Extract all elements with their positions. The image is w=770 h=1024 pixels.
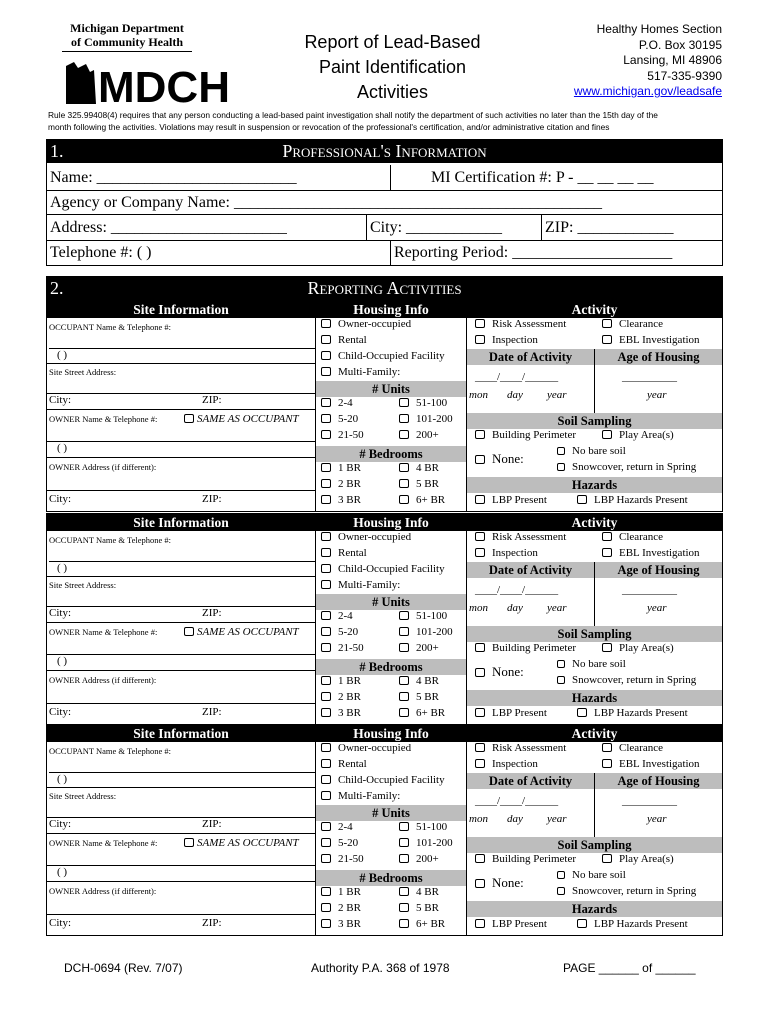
checkbox-perimeter[interactable] (475, 643, 485, 652)
units-label: 5-20 (338, 413, 359, 425)
snow-label: Snowcover, return in Spring (572, 461, 697, 473)
owner-phone[interactable]: ( ) (57, 655, 68, 667)
date-field[interactable]: ____/____/______ (475, 371, 559, 383)
checkbox-br-5[interactable] (399, 479, 409, 488)
checkbox-br-3[interactable] (321, 708, 331, 717)
units-label: 21-50 (338, 853, 364, 865)
addr-phone: 517-335-9390 (647, 68, 722, 83)
checkbox-units-4[interactable] (399, 627, 409, 636)
mon-label: mon (469, 813, 488, 825)
owner-city-label[interactable]: City: (49, 706, 72, 718)
play-label: Play Area(s) (619, 642, 674, 654)
checkbox-none[interactable] (475, 668, 485, 677)
units-label: 51-100 (416, 610, 448, 622)
same-as-occupant[interactable] (184, 837, 299, 849)
br-label: 3 BR (338, 918, 361, 930)
checkbox-units-3[interactable] (321, 838, 331, 847)
mon-label: mon (469, 389, 488, 401)
zip-label[interactable]: ZIP: (202, 607, 222, 619)
date-field[interactable]: ____/____/______ (475, 584, 559, 596)
date-activity-header: Date of Activity (467, 773, 594, 789)
mon-label: mon (469, 602, 488, 614)
soil-header: Soil Sampling (467, 837, 722, 853)
title-line-3: Activities (356, 82, 428, 102)
checkbox-lbp-haz[interactable] (577, 919, 587, 928)
br-label: 5 BR (416, 478, 439, 490)
units-label: 21-50 (338, 642, 364, 654)
age-field[interactable]: __________ (622, 795, 677, 807)
owner-address-label: OWNER Address (if different): (49, 675, 157, 685)
checkbox-units-2[interactable] (399, 611, 409, 620)
units-label: 101-200 (416, 413, 453, 425)
reporting-period-field[interactable]: Reporting Period: ____________________ (394, 244, 673, 261)
units-label: 200+ (416, 853, 439, 865)
checkbox-play[interactable] (602, 643, 612, 652)
checkbox-rental[interactable] (321, 759, 331, 768)
checkbox-br-1[interactable] (321, 887, 331, 896)
street-label: Site Street Address: (49, 367, 117, 377)
mailing-address (540, 22, 722, 100)
owner-occupied-label: Owner-occupied (338, 318, 412, 330)
logo-text: MDCH (98, 63, 230, 112)
day-label: day (507, 602, 523, 614)
br-label: 1 BR (338, 675, 361, 687)
multi-label: Multi-Family: (338, 366, 401, 378)
ebl-label: EBL Investigation (619, 334, 700, 346)
checkbox-risk[interactable] (475, 532, 485, 541)
checkbox-no-bare[interactable] (557, 447, 565, 455)
checkbox-no-bare[interactable] (557, 660, 565, 668)
checkbox[interactable] (184, 627, 194, 636)
age-housing-header: Age of Housing (595, 773, 722, 789)
checkbox-clearance[interactable] (602, 319, 612, 328)
checkbox-lbp-haz[interactable] (577, 495, 587, 504)
section-2-header (46, 276, 723, 300)
lbp-label: LBP Present (492, 494, 547, 506)
br-label: 1 BR (338, 886, 361, 898)
age-year-label: year (647, 602, 667, 614)
agency-field[interactable]: Agency or Company Name: ______________________________________________ (50, 194, 602, 211)
activity-header: Activity (467, 725, 722, 742)
same-label: SAME AS OCCUPANT (197, 626, 299, 638)
section-number: 2. (50, 278, 64, 298)
certification-field[interactable]: MI Certification #: P - __ __ __ __ (431, 169, 654, 186)
activity-header: Activity (467, 301, 722, 318)
section-title: Professional's Information (282, 141, 487, 161)
no-bare-label: No bare soil (572, 445, 626, 457)
checkbox-units-6[interactable] (399, 430, 409, 439)
age-field[interactable]: __________ (622, 584, 677, 596)
br-label: 2 BR (338, 691, 361, 703)
owner-phone[interactable]: ( ) (57, 866, 68, 878)
checkbox-ebl[interactable] (602, 759, 612, 768)
owner-zip-label[interactable]: ZIP: (202, 917, 222, 929)
owner-occupied-label: Owner-occupied (338, 531, 412, 543)
address-field[interactable]: Address: ______________________ (47, 215, 367, 240)
rule-line-2: month following the activities. Violations may result in suspension or revocation of the professional's certification, and/or administrative citation and fines (48, 121, 610, 132)
bedrooms-header: # Bedrooms (316, 870, 466, 886)
owner-label: OWNER Name & Telephone #: (49, 414, 158, 424)
br-label: 6+ BR (416, 494, 446, 506)
checkbox-br-4[interactable] (399, 676, 409, 685)
occupant-label: OCCUPANT Name & Telephone #: (49, 535, 172, 545)
units-label: 2-4 (338, 397, 353, 409)
checkbox-units-4[interactable] (399, 838, 409, 847)
snow-label: Snowcover, return in Spring (572, 885, 697, 897)
checkbox-units-3[interactable] (321, 627, 331, 636)
multi-label: Multi-Family: (338, 790, 401, 802)
checkbox-units-2[interactable] (399, 398, 409, 407)
br-label: 4 BR (416, 462, 439, 474)
br-label: 6+ BR (416, 707, 446, 719)
same-as-occupant[interactable] (184, 626, 299, 638)
play-label: Play Area(s) (619, 853, 674, 865)
checkbox-clearance[interactable] (602, 743, 612, 752)
page-number: PAGE ______ of ______ (563, 961, 696, 975)
units-header: # Units (316, 381, 466, 397)
checkbox-br-6[interactable] (399, 708, 409, 717)
checkbox-lbp[interactable] (475, 919, 485, 928)
checkbox-snow[interactable] (557, 887, 565, 895)
form-number: DCH-0694 (Rev. 7/07) (64, 961, 183, 975)
same-label: SAME AS OCCUPANT (197, 837, 299, 849)
checkbox-ebl[interactable] (602, 548, 612, 557)
checkbox-units-4[interactable] (399, 414, 409, 423)
checkbox-br-3[interactable] (321, 495, 331, 504)
year-label: year (547, 602, 567, 614)
date-activity-header: Date of Activity (467, 562, 594, 578)
soil-header: Soil Sampling (467, 626, 722, 642)
owner-zip-label[interactable]: ZIP: (202, 706, 222, 718)
owner-address-label: OWNER Address (if different): (49, 462, 157, 472)
checkbox-rental[interactable] (321, 335, 331, 344)
age-field[interactable]: __________ (622, 371, 677, 383)
year-label: year (547, 813, 567, 825)
br-label: 4 BR (416, 886, 439, 898)
owner-address-label: OWNER Address (if different): (49, 886, 157, 896)
br-label: 6+ BR (416, 918, 446, 930)
activity-header: Activity (467, 514, 722, 531)
inspection-label: Inspection (492, 547, 538, 559)
zip-label[interactable]: ZIP: (202, 394, 222, 406)
perimeter-label: Building Perimeter (492, 642, 577, 654)
same-label: SAME AS OCCUPANT (197, 413, 299, 425)
inspection-label: Inspection (492, 758, 538, 770)
checkbox-br-5[interactable] (399, 903, 409, 912)
site-block-2 (46, 513, 723, 725)
checkbox-units-1[interactable] (321, 398, 331, 407)
checkbox-units-6[interactable] (399, 854, 409, 863)
checkbox-br-6[interactable] (399, 495, 409, 504)
checkbox-snow[interactable] (557, 463, 565, 471)
br-label: 1 BR (338, 462, 361, 474)
checkbox-clearance[interactable] (602, 532, 612, 541)
owner-zip-label[interactable]: ZIP: (202, 493, 222, 505)
checkbox-units-5[interactable] (321, 643, 331, 652)
checkbox[interactable] (184, 838, 194, 847)
owner-occupied-label: Owner-occupied (338, 742, 412, 754)
units-label: 101-200 (416, 626, 453, 638)
checkbox-owner-occupied[interactable] (321, 743, 331, 752)
checkbox-multi-family[interactable] (321, 791, 331, 800)
checkbox-rental[interactable] (321, 548, 331, 557)
br-label: 3 BR (338, 494, 361, 506)
occupant-label: OCCUPANT Name & Telephone #: (49, 746, 172, 756)
units-label: 200+ (416, 642, 439, 654)
site-info-header: Site Information (47, 301, 315, 318)
checkbox-lbp[interactable] (475, 708, 485, 717)
no-bare-label: No bare soil (572, 658, 626, 670)
hazards-header: Hazards (467, 690, 722, 706)
day-label: day (507, 813, 523, 825)
checkbox-br-2[interactable] (321, 479, 331, 488)
checkbox-perimeter[interactable] (475, 430, 485, 439)
rental-label: Rental (338, 334, 367, 346)
lbp-hazards-label: LBP Hazards Present (594, 707, 688, 719)
checkbox-br-2[interactable] (321, 692, 331, 701)
rental-label: Rental (338, 758, 367, 770)
addr-line-2: P.O. Box 30195 (638, 37, 722, 52)
snow-label: Snowcover, return in Spring (572, 674, 697, 686)
professional-info (46, 163, 723, 266)
hazards-header: Hazards (467, 901, 722, 917)
units-label: 51-100 (416, 821, 448, 833)
bedrooms-header: # Bedrooms (316, 659, 466, 675)
housing-info-header: Housing Info (316, 301, 466, 318)
age-year-label: year (647, 389, 667, 401)
city-field[interactable]: City: ____________ (367, 215, 542, 240)
checkbox-child-occupied[interactable] (321, 775, 331, 784)
website-link[interactable]: www.michigan.gov/leadsafe (573, 84, 722, 98)
age-housing-header: Age of Housing (595, 349, 722, 365)
checkbox-inspection[interactable] (475, 759, 485, 768)
site-info-header: Site Information (47, 725, 315, 742)
city-label[interactable]: City: (49, 394, 72, 406)
clearance-label: Clearance (619, 531, 663, 543)
telephone-field[interactable]: Telephone #: ( ) (47, 240, 391, 265)
none-label: None: (492, 664, 524, 679)
perimeter-label: Building Perimeter (492, 429, 577, 441)
site-info-header: Site Information (47, 514, 315, 531)
occupant-phone[interactable]: ( ) (57, 349, 68, 361)
checkbox-perimeter[interactable] (475, 854, 485, 863)
perimeter-label: Building Perimeter (492, 853, 577, 865)
checkbox-br-5[interactable] (399, 692, 409, 701)
date-field[interactable]: ____/____/______ (475, 795, 559, 807)
housing-info-header: Housing Info (316, 725, 466, 742)
name-field[interactable]: Name: _________________________ (47, 165, 391, 190)
inspection-label: Inspection (492, 334, 538, 346)
units-label: 21-50 (338, 429, 364, 441)
child-label: Child-Occupied Facility (338, 350, 445, 362)
checkbox-lbp[interactable] (475, 495, 485, 504)
checkbox-units-5[interactable] (321, 430, 331, 439)
units-label: 5-20 (338, 626, 359, 638)
rental-label: Rental (338, 547, 367, 559)
units-header: # Units (316, 805, 466, 821)
units-label: 2-4 (338, 610, 353, 622)
street-label: Site Street Address: (49, 580, 117, 590)
ebl-label: EBL Investigation (619, 547, 700, 559)
checkbox-play[interactable] (602, 430, 612, 439)
checkbox-lbp-haz[interactable] (577, 708, 587, 717)
occupant-phone[interactable]: ( ) (57, 773, 68, 785)
agency-line-2: of Community Health (62, 35, 192, 52)
section-title: Reporting Activities (307, 278, 462, 298)
city-label[interactable]: City: (49, 607, 72, 619)
checkbox[interactable] (184, 414, 194, 423)
rule-line-1: Rule 325.99408(4) requires that any person conducting a lead-based paint investigation shall notify the department of such activities no later than the 15th day of the (48, 110, 658, 120)
checkbox-owner-occupied[interactable] (321, 319, 331, 328)
checkbox-units-3[interactable] (321, 414, 331, 423)
zip-label[interactable]: ZIP: (202, 818, 222, 830)
checkbox-none[interactable] (475, 879, 485, 888)
zip-field[interactable]: ZIP: ____________ (545, 219, 674, 236)
multi-label: Multi-Family: (338, 579, 401, 591)
br-label: 5 BR (416, 902, 439, 914)
br-label: 2 BR (338, 902, 361, 914)
checkbox-risk[interactable] (475, 319, 485, 328)
checkbox-child-occupied[interactable] (321, 564, 331, 573)
rule-notice (48, 110, 728, 133)
checkbox-no-bare[interactable] (557, 871, 565, 879)
age-year-label: year (647, 813, 667, 825)
lbp-hazards-label: LBP Hazards Present (594, 918, 688, 930)
ebl-label: EBL Investigation (619, 758, 700, 770)
checkbox-units-6[interactable] (399, 643, 409, 652)
section-1-header (46, 139, 723, 163)
form-title (280, 30, 505, 105)
br-label: 3 BR (338, 707, 361, 719)
checkbox-br-2[interactable] (321, 903, 331, 912)
play-label: Play Area(s) (619, 429, 674, 441)
units-label: 51-100 (416, 397, 448, 409)
checkbox-inspection[interactable] (475, 335, 485, 344)
units-label: 200+ (416, 429, 439, 441)
br-label: 2 BR (338, 478, 361, 490)
agency-name (62, 21, 192, 52)
street-label: Site Street Address: (49, 791, 117, 801)
mdch-logo (64, 60, 230, 112)
checkbox-br-6[interactable] (399, 919, 409, 928)
risk-label: Risk Assessment (492, 742, 567, 754)
risk-label: Risk Assessment (492, 531, 567, 543)
housing-info-header: Housing Info (316, 514, 466, 531)
checkbox-snow[interactable] (557, 676, 565, 684)
br-label: 4 BR (416, 675, 439, 687)
checkbox-play[interactable] (602, 854, 612, 863)
owner-phone[interactable]: ( ) (57, 442, 68, 454)
section-number: 1. (50, 141, 64, 161)
occupant-label: OCCUPANT Name & Telephone #: (49, 322, 172, 332)
soil-header: Soil Sampling (467, 413, 722, 429)
checkbox-units-1[interactable] (321, 822, 331, 831)
units-label: 5-20 (338, 837, 359, 849)
owner-label: OWNER Name & Telephone #: (49, 838, 158, 848)
site-block-3 (46, 724, 723, 936)
date-activity-header: Date of Activity (467, 349, 594, 365)
hazards-header: Hazards (467, 477, 722, 493)
checkbox-ebl[interactable] (602, 335, 612, 344)
no-bare-label: No bare soil (572, 869, 626, 881)
owner-city-label[interactable]: City: (49, 917, 72, 929)
checkbox-br-3[interactable] (321, 919, 331, 928)
site-block-1 (46, 300, 723, 512)
lbp-hazards-label: LBP Hazards Present (594, 494, 688, 506)
same-as-occupant[interactable] (184, 413, 299, 425)
title-line-2: Paint Identification (318, 57, 467, 77)
checkbox-none[interactable] (475, 455, 485, 464)
checkbox-inspection[interactable] (475, 548, 485, 557)
authority: Authority P.A. 368 of 1978 (311, 961, 450, 975)
units-header: # Units (316, 594, 466, 610)
checkbox-child-occupied[interactable] (321, 351, 331, 360)
occupant-phone[interactable]: ( ) (57, 562, 68, 574)
clearance-label: Clearance (619, 318, 663, 330)
checkbox-multi-family[interactable] (321, 367, 331, 376)
risk-label: Risk Assessment (492, 318, 567, 330)
lbp-label: LBP Present (492, 707, 547, 719)
checkbox-units-2[interactable] (399, 822, 409, 831)
checkbox-units-1[interactable] (321, 611, 331, 620)
day-label: day (507, 389, 523, 401)
clearance-label: Clearance (619, 742, 663, 754)
agency-line-1: Michigan Department (70, 21, 184, 35)
checkbox-br-4[interactable] (399, 463, 409, 472)
br-label: 5 BR (416, 691, 439, 703)
checkbox-br-1[interactable] (321, 676, 331, 685)
child-label: Child-Occupied Facility (338, 563, 445, 575)
title-line-1: Report of Lead-Based (304, 32, 481, 52)
owner-city-label[interactable]: City: (49, 493, 72, 505)
age-housing-header: Age of Housing (595, 562, 722, 578)
none-label: None: (492, 875, 524, 890)
checkbox-owner-occupied[interactable] (321, 532, 331, 541)
addr-line-3: Lansing, MI 48906 (623, 53, 722, 67)
lbp-label: LBP Present (492, 918, 547, 930)
none-label: None: (492, 451, 524, 466)
checkbox-multi-family[interactable] (321, 580, 331, 589)
city-label[interactable]: City: (49, 818, 72, 830)
units-label: 101-200 (416, 837, 453, 849)
checkbox-units-5[interactable] (321, 854, 331, 863)
bedrooms-header: # Bedrooms (316, 446, 466, 462)
units-label: 2-4 (338, 821, 353, 833)
addr-line-1: Healthy Homes Section (596, 22, 722, 36)
checkbox-br-4[interactable] (399, 887, 409, 896)
owner-label: OWNER Name & Telephone #: (49, 627, 158, 637)
child-label: Child-Occupied Facility (338, 774, 445, 786)
year-label: year (547, 389, 567, 401)
checkbox-risk[interactable] (475, 743, 485, 752)
checkbox-br-1[interactable] (321, 463, 331, 472)
